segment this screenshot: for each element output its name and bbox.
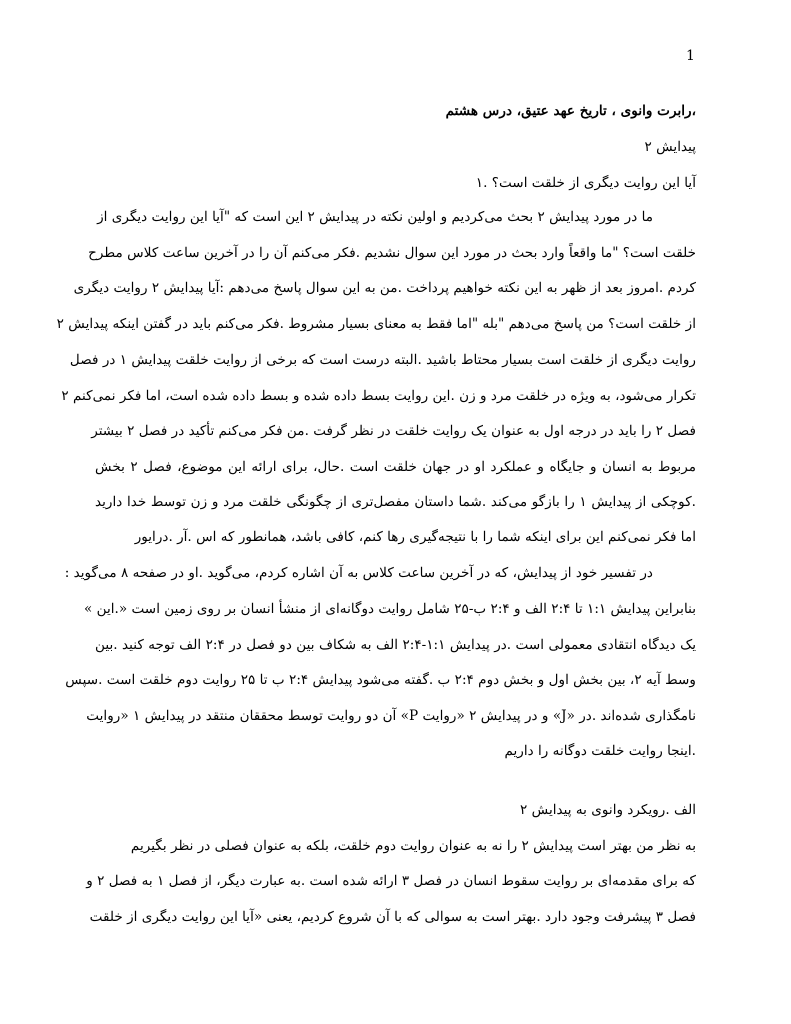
paragraph-1-line: خلقت است؟ "ما واقعاً وارد بحث در مورد این سوال نشدیم .فکر می‌کنم آن را در آخرین ساعت کلاس مطرح xyxy=(88,245,696,261)
paragraph-2-line: وسط آیه ۲، بین بخش اول و بخش دوم ۲:۴ ب .گفته می‌شود پیدایش ۲:۴ ب تا ۲۵ روایت دوم خلقت است .سپس xyxy=(65,672,696,688)
paragraph-1-line: روایت دیگری از خلقت است بسیار محتاط باشید .البته درست است که برخی از روایت خلقت پیدایش ۱ در فصل xyxy=(69,352,696,368)
paragraph-1-line: اما فکر نمی‌کنم این برای اینکه شما را با نتیجه‌گیری رها کنم، کافی باشد، همانطور که اس .آر .درایور xyxy=(134,529,696,545)
paragraph-3-line: که برای مقدمه‌ای بر روایت سقوط انسان در فصل ۳ ارائه شده است .به عبارت دیگر، از فصل ۱ به فصل ۲ و xyxy=(86,873,696,889)
paragraph-1-line: تکرار می‌شود، به ویژه در خلقت مرد و زن .این روایت بسط داده شده و بسط داده شده است، اما فکر نمی‌کنم ۲ xyxy=(61,388,696,404)
document-title: ،رابرت وانوی ، تاریخ عهد عتیق، درس هشتم xyxy=(445,103,696,119)
paragraph-1-line: کردم .امروز بعد از ظهر به این نکته خواهیم پرداخت .من به این سوال پاسخ می‌دهم :آیا پیدایش ۲ روایت دیگری xyxy=(73,280,696,296)
paragraph-2-line: نامگذاری شده‌اند .در «J» و در پیدایش ۲ «روایت P» آن دو روایت توسط محققان منتقد در پیدایش ۱ «روایت xyxy=(86,708,696,724)
paragraph-2-line: بنابراین پیدایش ۱:۱ تا ۲:۴ الف و ۲:۴ ب-۲۵ شامل روایت دوگانه‌ای از منشأ انسان بر روی زمین است «.این » xyxy=(83,601,696,617)
question-heading: آیا این روایت دیگری از خلقت است؟ .۱ xyxy=(475,175,696,191)
paragraph-3-line: به نظر من بهتر است پیدایش ۲ را نه به عنوان روایت دوم خلقت، بلکه به عنوان فصلی در نظر بگیریم xyxy=(130,838,696,854)
paragraph-2-line: .اینجا روایت خلقت دوگانه را داریم xyxy=(504,743,696,759)
paragraph-3-line: فصل ۳ پیشرفت وجود دارد .بهتر است به سوالی که با آن شروع کردیم، یعنی «آیا این روایت دیگری از خلقت xyxy=(89,909,696,925)
paragraph-2-line: یک دیدگاه انتقادی معمولی است .در پیدایش ۱:۱-۲:۴ الف به شکاف بین دو فصل در ۲:۴ الف توجه کنید .بین xyxy=(95,637,697,653)
paragraph-2-line: در تفسیر خود از پیدایش، که در آخرین ساعت کلاس به آن اشاره کردم، می‌گوید .او در صفحه ۸ می‌گوید : xyxy=(64,565,653,581)
paragraph-1-line: از خلقت است؟ من پاسخ می‌دهم "بله "اما فقط به معنای بسیار مشروط .فکر می‌کنم باید در گفتن اینکه پیدایش ۲ xyxy=(56,316,696,332)
paragraph-1-line: مربوط به انسان و جایگاه و عملکرد او در جهان خلقت است .حال، برای ارائه این موضوع، فصل ۲ بخش xyxy=(95,459,696,475)
section-heading: الف .رویکرد وانوی به پیدایش ۲ xyxy=(520,802,696,818)
section-subtitle: پیدایش ۲ xyxy=(644,139,696,155)
paragraph-1-line: فصل ۲ را باید در درجه اول به عنوان یک روایت خلقت در نظر گرفت .من فکر می‌کنم تأکید در فصل ۲ بیشتر xyxy=(91,423,696,439)
paragraph-1-line: .کوچکی از پیدایش ۱ را بازگو می‌کند .شما داستان مفصل‌تری از چگونگی خلقت مرد و زن توسط خدا دارید xyxy=(95,494,696,510)
paragraph-1-line: ما در مورد پیدایش ۲ بحث می‌کردیم و اولین نکته در پیدایش ۲ این است که "آیا این روایت دیگری از xyxy=(97,209,653,225)
page-number: 1 xyxy=(686,48,695,64)
